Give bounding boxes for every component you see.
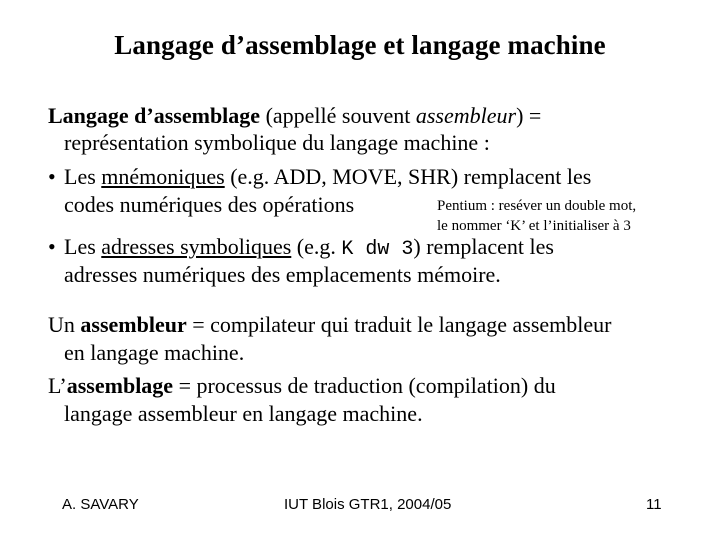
assembleur-definition-line-2: en langage machine. bbox=[64, 340, 245, 365]
slide-title: Langage d’assemblage et langage machine bbox=[114, 30, 606, 60]
term-assembleur-italic: assembleur bbox=[415, 103, 517, 128]
assemblage-definition-line-2: langage assembleur en langage machine. bbox=[64, 401, 423, 426]
footer-page-number: 11 bbox=[646, 496, 662, 513]
bullet-text: Les bbox=[64, 164, 102, 189]
assembleur-pre: Un bbox=[48, 312, 81, 337]
term-assembleur: assembleur bbox=[80, 312, 187, 337]
bullet-adresses-line-2: adresses numériques des emplacements mémoire. bbox=[64, 262, 501, 287]
term-mnemoniques: mnémoniques bbox=[101, 164, 225, 189]
assemblage-definition bbox=[48, 373, 556, 399]
bullet-dot: • bbox=[48, 164, 56, 189]
footer-course: IUT Blois GTR1, 2004/05 bbox=[284, 496, 452, 513]
assemblage-pre: L’ bbox=[48, 373, 67, 398]
bullet-mnemoniques-line-2: codes numériques des opérations bbox=[64, 192, 355, 217]
bullet-2-end: ) remplacent les bbox=[413, 234, 554, 259]
assembleur-post: = compilateur qui traduit le langage assembleur bbox=[186, 312, 612, 337]
assemblage-post: = processus de traduction (compilation) du bbox=[173, 373, 556, 398]
bullet-adresses bbox=[64, 234, 554, 263]
callout-line-1: Pentium : reséver un double mot, bbox=[437, 198, 637, 214]
bullet-dot-2: • bbox=[48, 234, 56, 259]
assembleur-definition bbox=[48, 312, 612, 338]
term-adresses-symboliques: adresses symboliques bbox=[101, 234, 292, 259]
footer-author: A. SAVARY bbox=[62, 496, 139, 513]
callout-line-2: le nommer ‘K’ et l’initialiser à 3 bbox=[437, 218, 631, 234]
code-example: K dw 3 bbox=[341, 238, 414, 261]
definition-text-end: ) = bbox=[516, 103, 542, 128]
bullet-2-text: Les bbox=[64, 234, 102, 259]
definition-line-2: représentation symbolique du langage machine : bbox=[64, 130, 490, 155]
bullet-text-end: (e.g. ADD, MOVE, SHR) remplacent les bbox=[224, 164, 592, 189]
definition-text: (appellé souvent bbox=[260, 103, 416, 128]
bullet-2-mid: (e.g. bbox=[291, 234, 342, 259]
term-assemblage: assemblage bbox=[66, 373, 174, 398]
term-langage-assemblage: Langage d’assemblage bbox=[48, 103, 261, 128]
